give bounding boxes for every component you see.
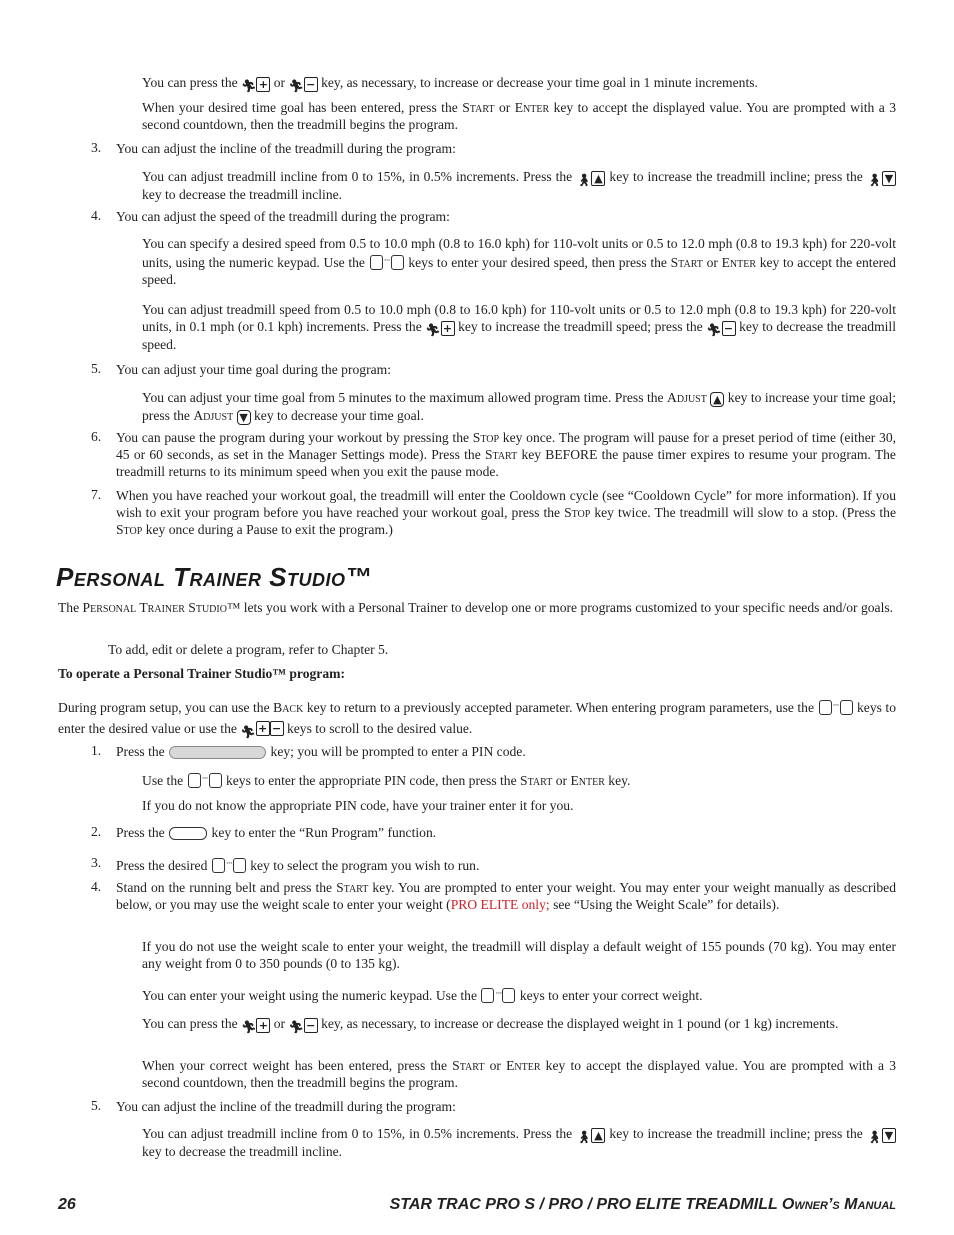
list-item-text: You can adjust your time goal during the program: — [116, 362, 391, 377]
section-title: Personal Trainer Studio™ — [56, 562, 373, 592]
plus-minus-key-icon: 🏃︎ + − — [240, 721, 283, 736]
incline-down-key-icon: 🚶︎ ▼ — [867, 1128, 896, 1143]
pin-help-paragraph: If you do not know the appropriate PIN code, have your trainer enter it for you. — [142, 798, 574, 813]
subheading: To operate a Personal Trainer Studio™ program: — [58, 666, 345, 681]
speed-down-key-icon: 🏃︎ − — [288, 1018, 317, 1033]
speed-down-key-icon: 🏃︎ − — [288, 77, 317, 92]
list-item-text: Press the desired ··· key to select the program you wish to run. — [116, 858, 480, 873]
adjust-up-key-icon: ▲ — [710, 392, 724, 407]
list-item-number: 4. — [91, 208, 102, 223]
list-item-number: 6. — [91, 429, 102, 444]
list-item-number: 5. — [91, 1098, 102, 1113]
time-goal-enter-paragraph: When your desired time goal has been entered, press the Start or Enter key to accept the displayed value. You are prompted with a 3 second countdown, then the treadmill begins the program. — [142, 100, 896, 132]
chapter-reference: To add, edit or delete a program, refer to Chapter 5. — [108, 642, 389, 657]
pro-elite-note: PRO ELITE only; — [450, 897, 550, 912]
list-item-number: 1. — [91, 743, 102, 758]
numeric-keypad-icon: ··· — [187, 773, 223, 788]
run-program-key-icon — [169, 827, 207, 840]
list-item-text: You can adjust the incline of the treadmill during the program: — [116, 141, 456, 156]
numeric-keypad-icon: ··· — [480, 988, 516, 1003]
incline-paragraph: You can adjust treadmill incline from 0 to 15%, in 0.5% increments. Press the 🚶︎ ▲ key to increase the treadmill incline; press the 🚶︎ ▼ key to decrease the treadmill incline. — [142, 168, 896, 203]
incline-paragraph-2: You can adjust treadmill incline from 0 to 15%, in 0.5% increments. Press the 🚶︎ ▲ key to increase the treadmill incline; press the 🚶︎ ▼ key to decrease the treadmill incline. — [142, 1125, 896, 1160]
list-item-text: You can adjust the incline of the treadmill during the program: — [116, 1099, 456, 1114]
speed-up-key-icon: 🏃︎ — [241, 79, 257, 93]
list-item-text: You can adjust the speed of the treadmill during the program: — [116, 209, 450, 224]
list-item-number: 5. — [91, 361, 102, 376]
section-intro: The Personal Trainer Studio™ lets you work with a Personal Trainer to develop one or more programs customized to your specific needs and/or goals. — [58, 600, 894, 615]
speed-up-key-icon: 🏃︎ + — [241, 1018, 270, 1033]
numeric-keypad-icon: ··· — [818, 700, 854, 715]
default-weight-paragraph: If you do not use the weight scale to enter your weight, the treadmill will display a default weight of 155 pounds (70 kg). You may enter any weight from 0 to 350 pounds (0 to 135 kg). — [142, 939, 896, 971]
list-item-number: 3. — [91, 140, 102, 155]
page-number: 26 — [58, 1196, 76, 1213]
list-item-text: When you have reached your workout goal, the treadmill will enter the Cooldown cycle (see “Cooldown Cycle” for more information). If you wish to exit your program before you have reached your workout goal, press the Stop key twice. The treadmill will slow to a stop. (Press the Stop key once during a Pause to exit the program.) — [116, 488, 896, 537]
list-item-text: Press the key to enter the “Run Program” function. — [116, 825, 437, 840]
personal-trainer-key-icon — [169, 746, 266, 759]
numeric-keypad-icon: ··· — [211, 858, 247, 873]
weight-press-paragraph: You can press the 🏃︎ + or 🏃︎ − key, as necessary, to increase or decrease the displayed weight in 1 pound (or 1 kg) increments. — [142, 1016, 839, 1034]
list-item-text: Press the key; you will be prompted to enter a PIN code. — [116, 744, 526, 759]
list-item-text: Stand on the running belt and press the Start key. You are prompted to enter your weight. You may enter your weight manually as described below, or you may use the weight scale to enter your weight (PRO ELITE only; see “Using the Weight Scale” for details). — [116, 880, 896, 912]
list-item-number: 2. — [91, 824, 102, 839]
list-item-text: You can pause the program during your workout by pressing the Stop key once. The program will pause for a preset period of time (either 30, 45 or 60 seconds, as set in the Manager Settings mode). Press the Start key BEFORE the pause timer expires to resume your program. The treadmill returns to its minimum speed when you exit the pause mode. — [116, 430, 897, 479]
numeric-keypad-icon: ··· — [369, 255, 405, 270]
incline-up-key-icon: 🚶︎ ▲ — [576, 171, 605, 186]
list-item-number: 3. — [91, 855, 102, 870]
pin-entry-paragraph: Use the ··· keys to enter the appropriate PIN code, then press the Start or Enter key. — [142, 773, 631, 788]
time-goal-adjust-paragraph: You can adjust your time goal from 5 minutes to the maximum allowed program time. Press the Adjust ▲ key to increase your time goal; press the Adjust ▼ key to decrease your time goal. — [142, 390, 896, 424]
manual-title: STAR TRAC PRO S / PRO / PRO ELITE TREADMILL Owner’s Manual — [389, 1196, 896, 1213]
page-footer — [58, 1196, 896, 1218]
time-goal-press-paragraph: You can press the 🏃︎ + or 🏃︎ − key, as necessary, to increase or decrease your time goal in 1 minute increments. — [142, 75, 758, 93]
speed-down-key-icon: 🏃︎ − — [706, 321, 735, 336]
list-item-number: 7. — [91, 487, 102, 502]
speed-adjust-paragraph: You can adjust treadmill speed from 0.5 to 10.0 mph (0.8 to 16.0 kph) for 110-volt units or 0.5 to 12.0 mph (0.8 to 19.3 kph) for 220-volt units, in 0.1 mph (or 0.1 kph) increments. Press the 🏃︎ + key to increase the treadmill speed; press the 🏃︎ − key to decrease the treadmill speed. — [142, 302, 896, 352]
incline-up-key-icon: 🚶︎ ▲ — [576, 1128, 605, 1143]
weight-enter-paragraph: When your correct weight has been entered, press the Start or Enter key to accept the displayed value. You are prompted with a 3 second countdown, then the treadmill begins the program. — [142, 1058, 896, 1090]
speed-up-key-icon: 🏃︎ + — [425, 321, 454, 336]
weight-keypad-paragraph: You can enter your weight using the numeric keypad. Use the ··· keys to enter your correct weight. — [142, 988, 703, 1003]
speed-keypad-paragraph: You can specify a desired speed from 0.5 to 10.0 mph (0.8 to 16.0 kph) for 110-volt units or 0.5 to 12.0 mph (0.8 to 19.3 kph) for 220-volt units, using the numeric keypad. Use the ··· keys to enter your desired speed, then press the Start or Enter key to accept the entered speed. — [142, 236, 896, 287]
list-item-number: 4. — [91, 879, 102, 894]
adjust-down-key-icon: ▼ — [237, 410, 251, 425]
incline-down-key-icon: 🚶︎ ▼ — [867, 171, 896, 186]
setup-paragraph: During program setup, you can use the Back key to return to a previously accepted parameter. When entering program parameters, use the ··· keys to enter the desired value or use the 🏃︎ + − keys to scroll to the desired value. — [58, 700, 896, 739]
